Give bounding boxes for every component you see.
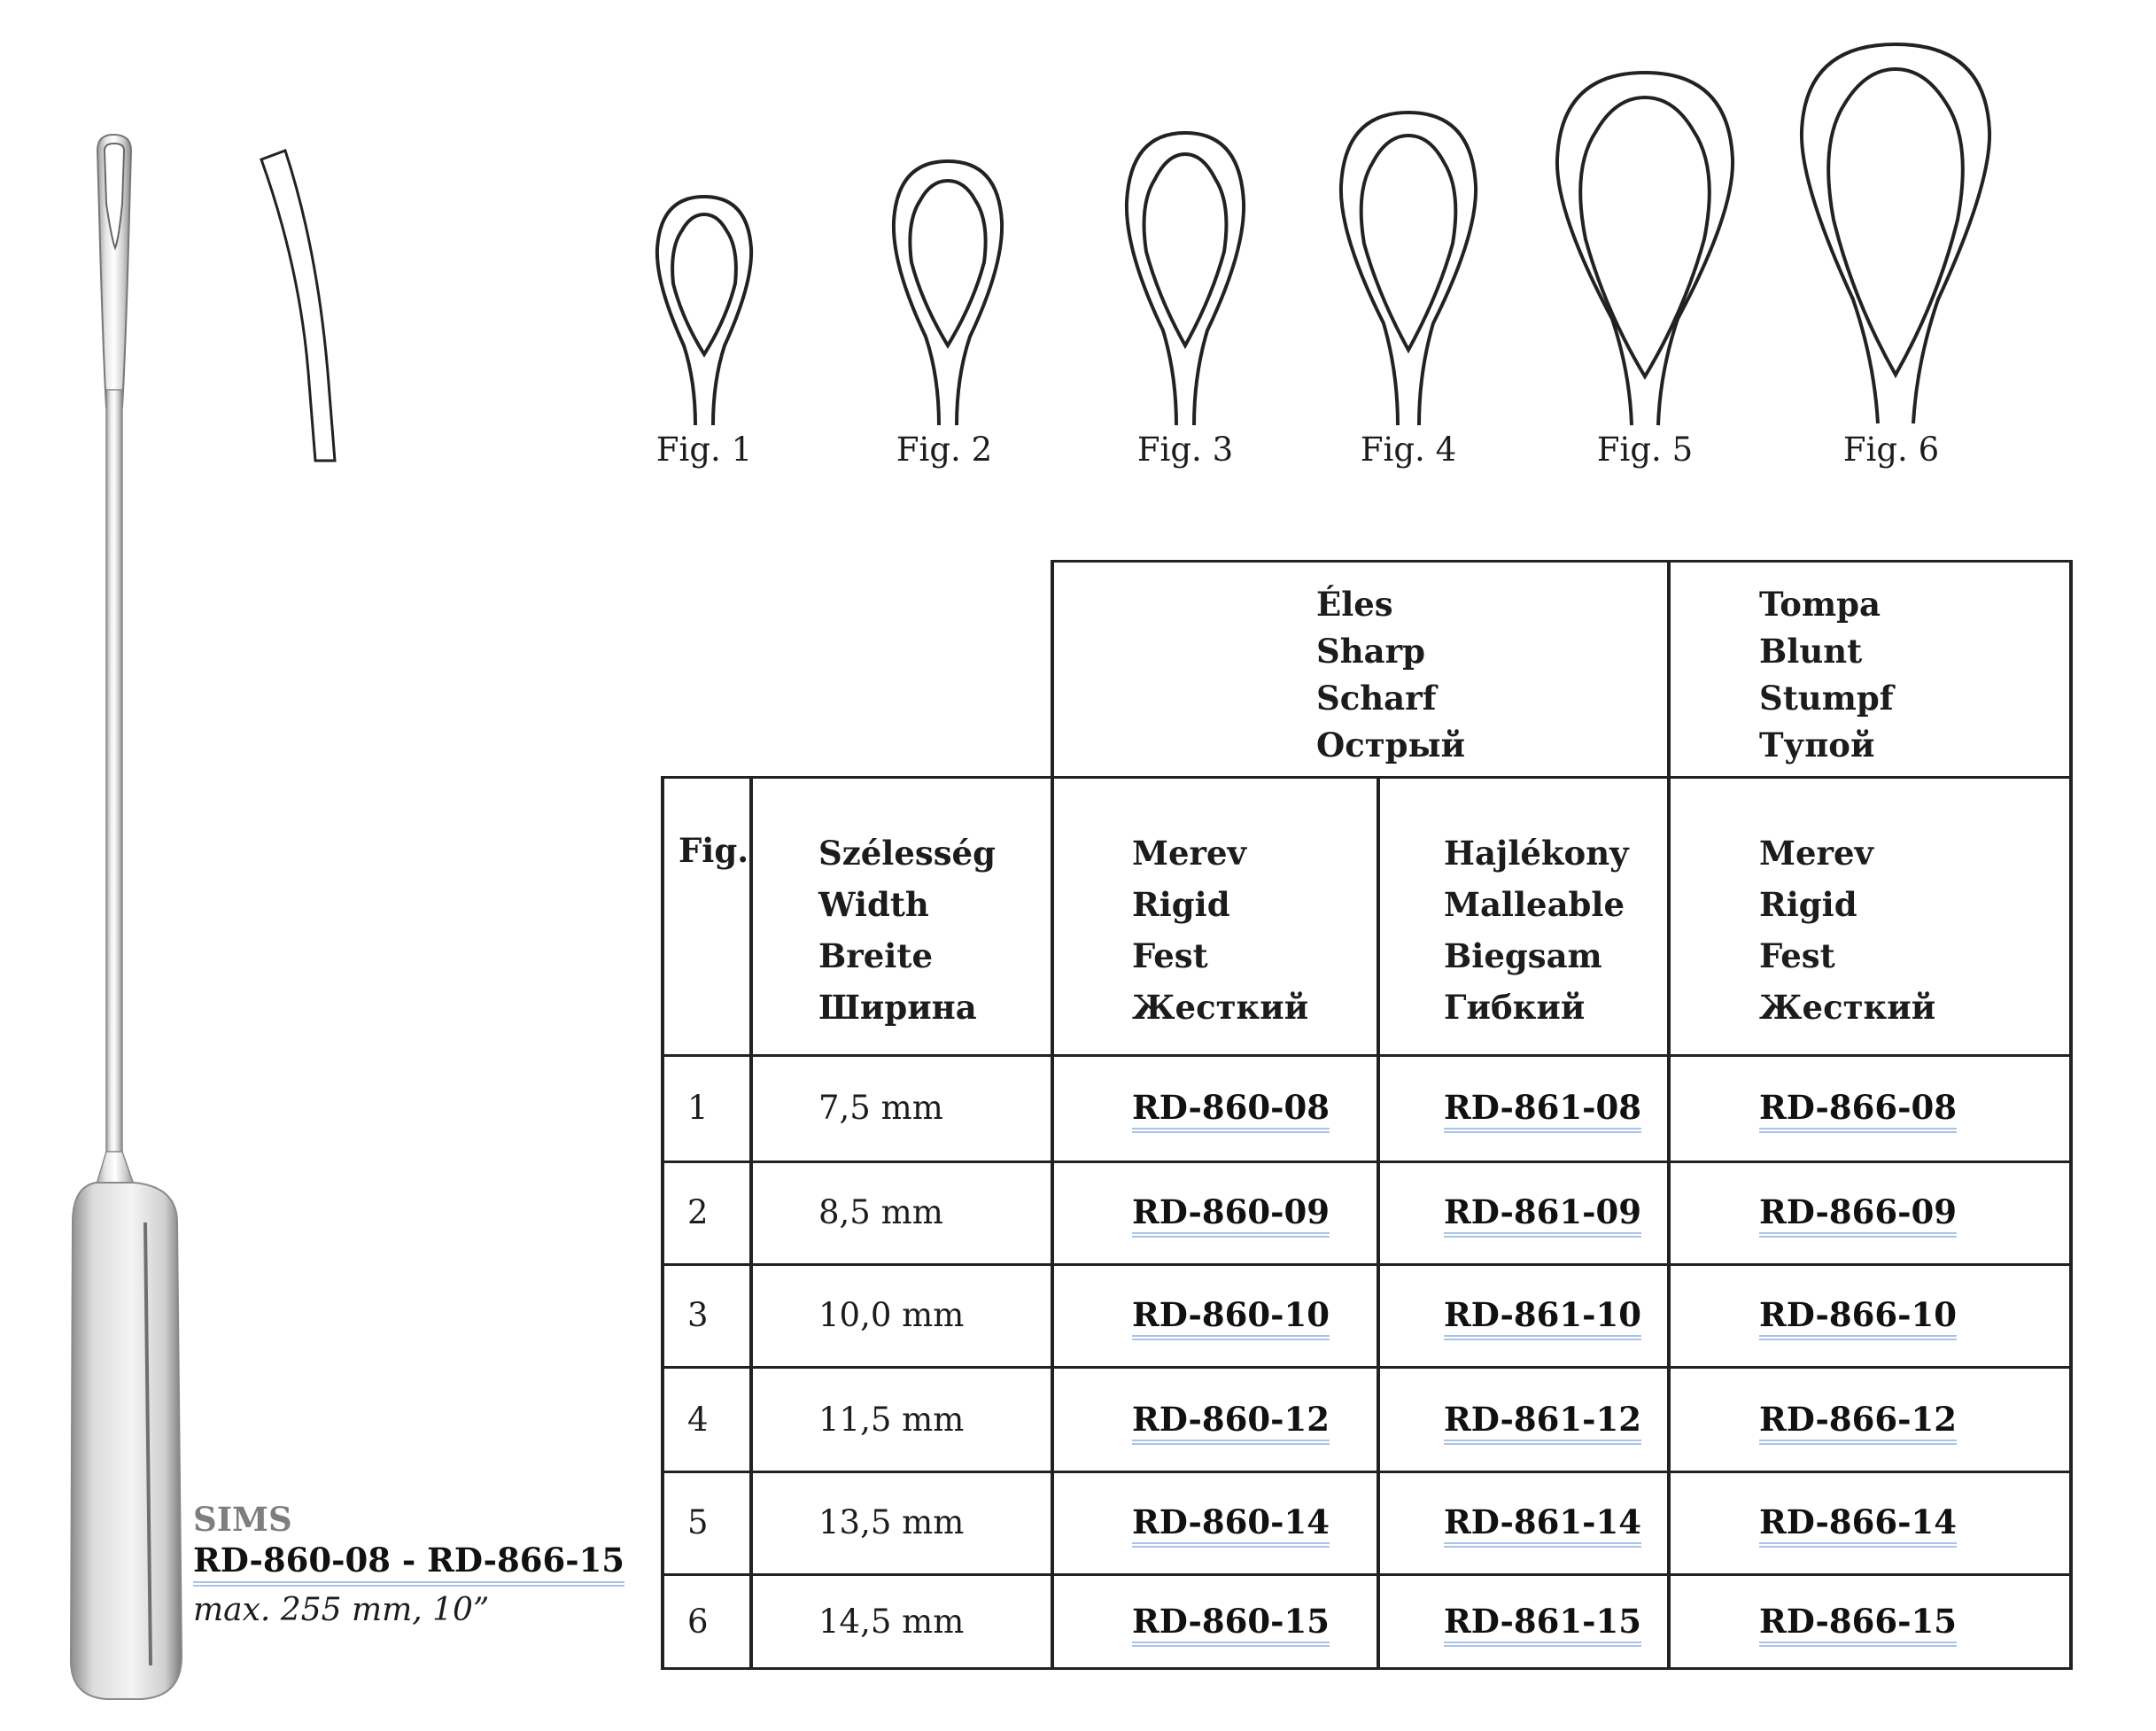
col-header-width: Szélesség Width Breite Ширина xyxy=(818,834,996,1027)
row-1-width: 7,5 mm xyxy=(818,1089,943,1127)
col-header-fig: Fig. xyxy=(679,831,749,870)
row-4-sharp-malleable-code[interactable]: RD-861-12 xyxy=(1444,1399,1641,1445)
loop-figure-2 xyxy=(881,151,1014,434)
row-5-blunt-rigid-code[interactable]: RD-866-14 xyxy=(1759,1502,1957,1548)
row-4-blunt-rigid-code[interactable]: RD-866-12 xyxy=(1759,1399,1957,1445)
product-size: max. 255 mm, 10” xyxy=(193,1592,490,1628)
row-2-sharp-malleable-code[interactable]: RD-861-09 xyxy=(1444,1192,1641,1238)
catalog-table xyxy=(661,560,2073,1669)
row-4-fig: 4 xyxy=(687,1401,709,1439)
loop-figure-6 xyxy=(1789,34,2002,434)
row-5-fig: 5 xyxy=(687,1503,709,1541)
fig-label-4: Fig. 4 xyxy=(1360,431,1457,469)
tip-profile-illustration xyxy=(248,142,354,470)
col-header-sharp-malleable: Hajlékony Malleable Biegsam Гибкий xyxy=(1444,834,1629,1027)
row-1-sharp-rigid-code[interactable]: RD-860-08 xyxy=(1132,1087,1330,1133)
row-4-sharp-rigid-code[interactable]: RD-860-12 xyxy=(1132,1399,1330,1445)
row-2-sharp-rigid-code[interactable]: RD-860-09 xyxy=(1132,1192,1330,1238)
row-3-width: 10,0 mm xyxy=(818,1296,965,1334)
group-header-sharp: Éles Sharp Scharf Острый xyxy=(1316,585,1466,765)
row-5-sharp-rigid-code[interactable]: RD-860-14 xyxy=(1132,1502,1330,1548)
row-6-sharp-rigid-code[interactable]: RD-860-15 xyxy=(1132,1601,1330,1647)
row-5-sharp-malleable-code[interactable]: RD-861-14 xyxy=(1444,1502,1641,1548)
row-1-sharp-malleable-code[interactable]: RD-861-08 xyxy=(1444,1087,1641,1133)
loop-figure-1 xyxy=(647,186,762,434)
fig-label-3: Fig. 3 xyxy=(1136,431,1234,469)
fig-label-6: Fig. 6 xyxy=(1842,431,1940,469)
loop-figure-4 xyxy=(1329,102,1488,434)
row-2-blunt-rigid-code[interactable]: RD-866-09 xyxy=(1759,1192,1957,1238)
row-3-blunt-rigid-code[interactable]: RD-866-10 xyxy=(1759,1294,1957,1340)
fig-label-2: Fig. 2 xyxy=(896,431,993,469)
col-header-blunt-rigid: Merev Rigid Fest Жесткий xyxy=(1759,834,1936,1027)
curette-illustration xyxy=(53,124,195,1710)
row-2-fig: 2 xyxy=(687,1193,709,1231)
loop-figure-5 xyxy=(1543,62,1747,434)
product-code-range[interactable]: RD-860-08 - RD-866-15 xyxy=(193,1540,624,1587)
col-header-sharp-rigid: Merev Rigid Fest Жесткий xyxy=(1132,834,1309,1027)
row-3-sharp-rigid-code[interactable]: RD-860-10 xyxy=(1132,1294,1330,1340)
fig-label-5: Fig. 5 xyxy=(1596,431,1694,469)
row-2-width: 8,5 mm xyxy=(818,1193,943,1231)
row-1-blunt-rigid-code[interactable]: RD-866-08 xyxy=(1759,1087,1957,1133)
row-6-fig: 6 xyxy=(687,1603,709,1641)
row-6-blunt-rigid-code[interactable]: RD-866-15 xyxy=(1759,1601,1957,1647)
row-3-sharp-malleable-code[interactable]: RD-861-10 xyxy=(1444,1294,1641,1340)
group-header-blunt: Tompa Blunt Stumpf Тупой xyxy=(1759,585,1894,765)
row-6-sharp-malleable-code[interactable]: RD-861-15 xyxy=(1444,1601,1641,1647)
row-6-width: 14,5 mm xyxy=(818,1603,965,1641)
fig-label-1: Fig. 1 xyxy=(655,431,753,469)
product-brand: SIMS xyxy=(193,1500,292,1539)
row-5-width: 13,5 mm xyxy=(818,1503,965,1541)
row-1-fig: 1 xyxy=(687,1089,709,1127)
row-4-width: 11,5 mm xyxy=(818,1401,965,1439)
row-3-fig: 3 xyxy=(687,1296,709,1334)
loop-figure-3 xyxy=(1114,122,1256,434)
product-caption xyxy=(193,1499,624,1634)
